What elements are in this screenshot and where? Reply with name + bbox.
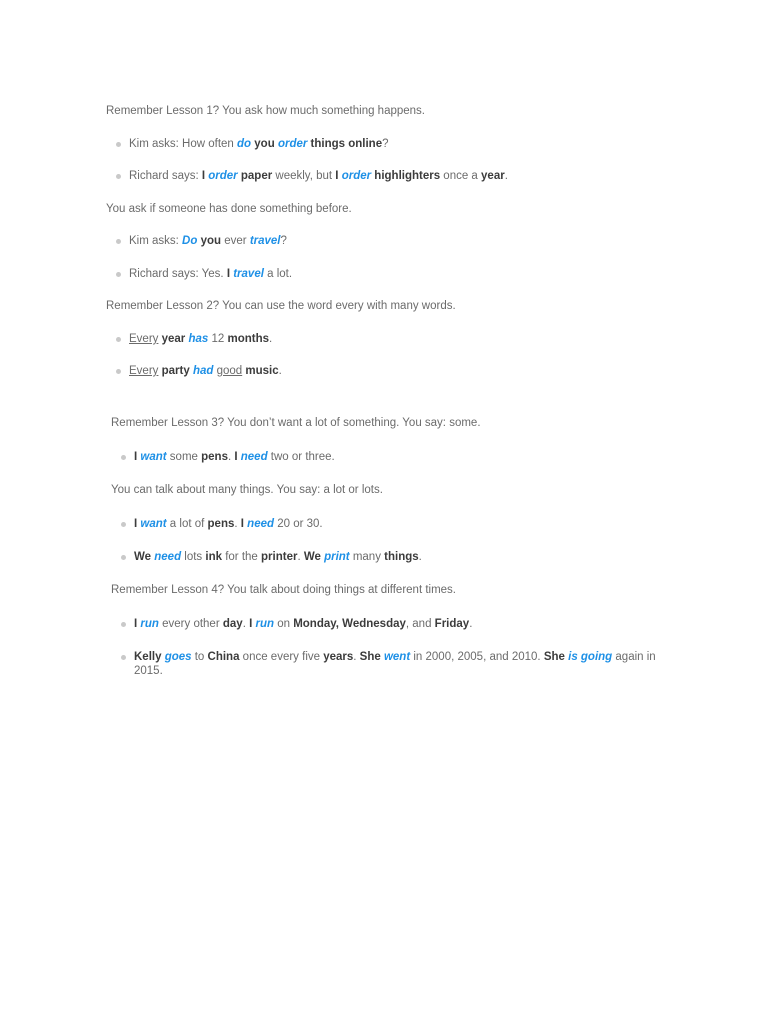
lesson1-bullet-1 bbox=[116, 137, 389, 151]
bullet-icon bbox=[121, 555, 126, 560]
text-run: 20 or 30. bbox=[274, 518, 323, 530]
text-run: Richard says: Yes. bbox=[129, 268, 227, 280]
noun-highlight: I bbox=[134, 518, 138, 530]
text-run: , and bbox=[405, 618, 435, 630]
bullet-icon bbox=[116, 239, 121, 244]
verb-highlight: order bbox=[208, 170, 238, 182]
lesson3-intro: Remember Lesson 3? You don’t want a lot of something. You say: some. bbox=[111, 417, 481, 429]
text-run: Richard says: bbox=[129, 170, 202, 182]
lesson2-bullet-2 bbox=[116, 364, 282, 378]
noun-highlight: We bbox=[134, 551, 152, 563]
bullet-icon bbox=[121, 522, 126, 527]
text-run: a lot of bbox=[166, 518, 208, 530]
verb-highlight: has bbox=[188, 333, 209, 345]
noun-highlight: years bbox=[323, 651, 354, 663]
noun-highlight: printer bbox=[261, 551, 298, 563]
lesson3-bullet-3 bbox=[121, 550, 422, 564]
text-run: . bbox=[469, 618, 473, 630]
text-run: every other bbox=[158, 618, 223, 630]
bullet-icon bbox=[116, 142, 121, 147]
text-run: ? bbox=[382, 138, 389, 150]
bullet-icon bbox=[116, 272, 121, 277]
verb-highlight: order bbox=[277, 138, 308, 150]
lesson3-bullet-2 bbox=[121, 517, 323, 531]
text-run: lots bbox=[181, 551, 206, 563]
noun-highlight: paper bbox=[240, 170, 273, 182]
noun-highlight: day bbox=[222, 618, 243, 630]
noun-highlight: highlighters bbox=[374, 170, 441, 182]
lesson2-intro: Remember Lesson 2? You can use the word every with many words. bbox=[106, 300, 456, 312]
noun-highlight: I bbox=[335, 170, 339, 182]
text-run: once a bbox=[440, 170, 482, 182]
verb-highlight: do bbox=[237, 138, 252, 150]
bullet-icon bbox=[116, 174, 121, 179]
underlined-word: good bbox=[216, 365, 243, 377]
lesson3-intro-2: You can talk about many things. You say: a lot or lots. bbox=[111, 484, 383, 496]
noun-highlight: She bbox=[359, 651, 381, 663]
noun-highlight: I bbox=[226, 268, 231, 280]
lesson1-intro: Remember Lesson 1? You ask how much something happens. bbox=[106, 105, 426, 117]
noun-highlight: Monday, Wednesday bbox=[293, 618, 406, 630]
noun-highlight: things online bbox=[310, 138, 383, 150]
lesson2-bullet-1 bbox=[116, 332, 272, 346]
noun-highlight: ink bbox=[205, 551, 223, 563]
bullet-icon bbox=[116, 369, 121, 374]
text-run: Kim asks: bbox=[129, 235, 183, 247]
text-run: ever bbox=[221, 235, 250, 247]
verb-highlight: travel bbox=[249, 235, 281, 247]
noun-highlight: I bbox=[234, 451, 238, 463]
text-run: . bbox=[504, 170, 508, 182]
noun-highlight: I bbox=[249, 618, 253, 630]
noun-highlight: pens bbox=[207, 518, 235, 530]
text-run: . bbox=[278, 365, 282, 377]
noun-highlight: She bbox=[543, 651, 565, 663]
noun-highlight: I bbox=[240, 518, 244, 530]
bullet-icon bbox=[121, 622, 126, 627]
noun-highlight: Kelly bbox=[134, 651, 162, 663]
noun-highlight: China bbox=[207, 651, 240, 663]
bullet-icon bbox=[116, 337, 121, 342]
verb-highlight: order bbox=[341, 170, 372, 182]
verb-highlight: Do bbox=[182, 235, 198, 247]
noun-highlight: We bbox=[303, 551, 321, 563]
text-run: again in 2015. bbox=[134, 651, 656, 677]
noun-highlight: months bbox=[227, 333, 270, 345]
text-run: Kim asks: How often bbox=[129, 138, 238, 150]
noun-highlight: party bbox=[161, 365, 190, 377]
verb-highlight: run bbox=[255, 618, 275, 630]
verb-highlight: goes bbox=[164, 651, 192, 663]
noun-highlight: year bbox=[161, 333, 186, 345]
text-run: once every five bbox=[239, 651, 324, 663]
text-run: . bbox=[242, 618, 250, 630]
text-run: ? bbox=[280, 235, 287, 247]
bullet-icon bbox=[121, 455, 126, 460]
text-run: two or three. bbox=[267, 451, 335, 463]
text-run: in 2000, 2005, and 2010. bbox=[410, 651, 544, 663]
lesson1-intro-2: You ask if someone has done something before. bbox=[106, 203, 352, 215]
text-run: for the bbox=[222, 551, 262, 563]
verb-highlight: is going bbox=[568, 651, 613, 663]
underlined-word: Every bbox=[129, 365, 159, 377]
verb-highlight: print bbox=[324, 551, 350, 563]
verb-highlight: need bbox=[247, 518, 275, 530]
noun-highlight: music bbox=[245, 365, 279, 377]
text-run: many bbox=[349, 551, 385, 563]
noun-highlight: I bbox=[134, 618, 138, 630]
lesson1-bullet-2 bbox=[116, 169, 508, 183]
noun-highlight: I bbox=[134, 451, 138, 463]
noun-highlight: you bbox=[200, 235, 222, 247]
verb-highlight: need bbox=[154, 551, 182, 563]
noun-highlight: year bbox=[481, 170, 505, 182]
noun-highlight: Friday bbox=[434, 618, 470, 630]
text-run: . bbox=[227, 451, 235, 463]
verb-highlight: want bbox=[140, 518, 167, 530]
lesson4-bullet-2 bbox=[121, 650, 674, 678]
noun-highlight: you bbox=[254, 138, 275, 150]
lesson1-bullet-4 bbox=[116, 267, 292, 281]
text-run: . bbox=[269, 333, 273, 345]
noun-highlight: pens bbox=[201, 451, 228, 463]
verb-highlight: want bbox=[140, 451, 167, 463]
bullet-icon bbox=[121, 655, 126, 660]
text-run: . bbox=[418, 551, 422, 563]
text-run: 12 bbox=[208, 333, 228, 345]
lesson4-intro: Remember Lesson 4? You talk about doing things at different times. bbox=[111, 584, 457, 596]
verb-highlight: travel bbox=[233, 268, 264, 280]
noun-highlight: I bbox=[201, 170, 206, 182]
verb-highlight: run bbox=[140, 618, 159, 630]
text-run: on bbox=[274, 618, 294, 630]
verb-highlight: went bbox=[383, 651, 411, 663]
underlined-word: Every bbox=[129, 333, 159, 345]
verb-highlight: need bbox=[240, 451, 268, 463]
text-run: . bbox=[297, 551, 304, 563]
lesson3-bullet-1 bbox=[121, 450, 335, 464]
lesson1-bullet-3 bbox=[116, 234, 287, 248]
text-run: some bbox=[166, 451, 202, 463]
text-run: . bbox=[234, 518, 241, 530]
noun-highlight: things bbox=[384, 551, 419, 563]
verb-highlight: had bbox=[192, 365, 214, 377]
lesson4-bullet-1 bbox=[121, 617, 472, 631]
text-run: to bbox=[191, 651, 208, 663]
text-run: a lot. bbox=[263, 268, 293, 280]
text-run: weekly, but bbox=[272, 170, 336, 182]
text-run: . bbox=[353, 651, 360, 663]
